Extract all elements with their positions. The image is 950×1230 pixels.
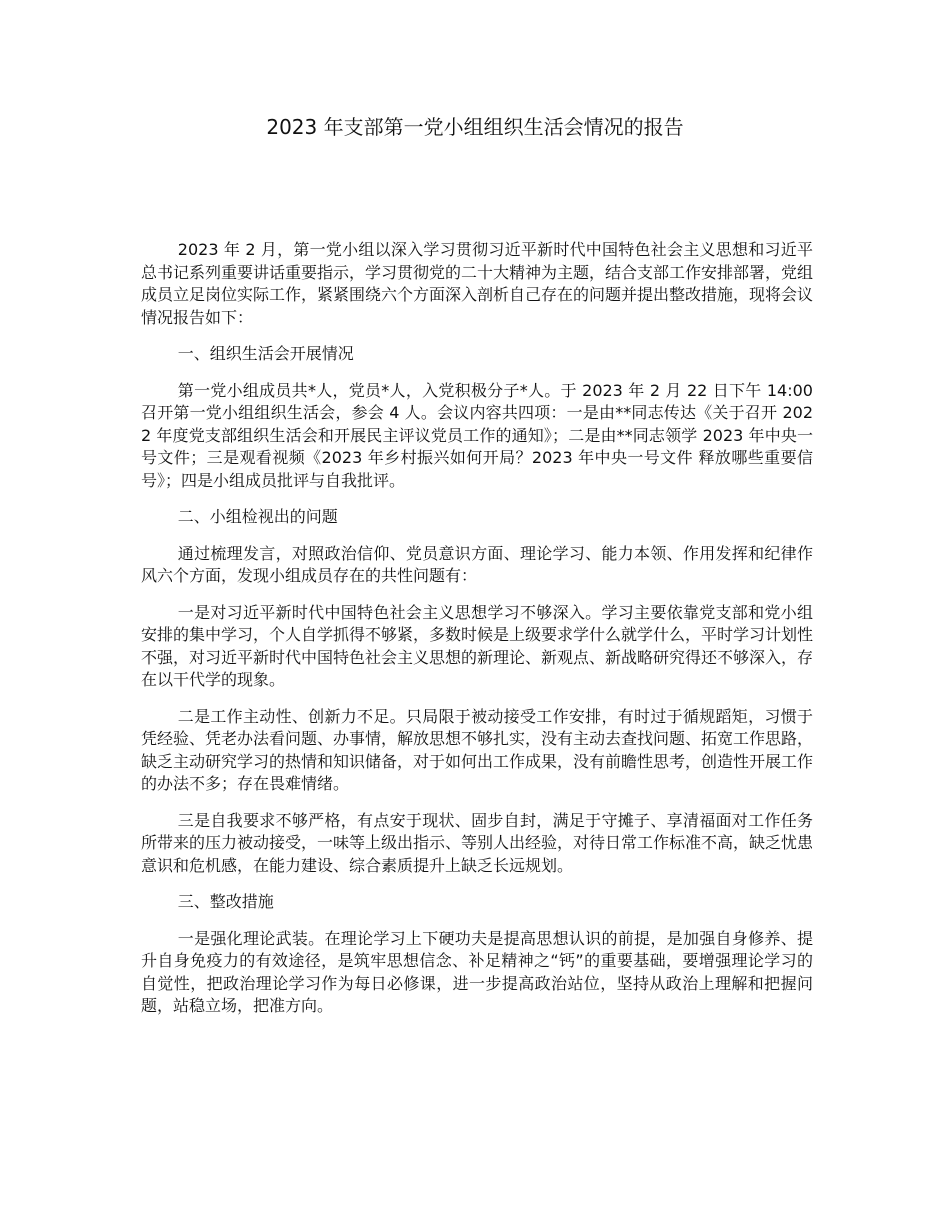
meeting-paragraph: 第一党小组成员共*人，党员*人，入党积极分子*人。于 2023 年 2 月 22 日下午 14:00 召开第一党小组组织生活会，参会 4 人。会议内容共四项：一是由**同志传达《关于召开 2022 年度党支部组织生活会和开展民主评议党员工作的通知》；二是由**同志领学 2023 年中央一号文件；三是观看视频《2023 年乡村振兴如何开局？2023 年中央一号文件 释放哪些重要信号》；四是小组成员批评与自我批评。 — [141, 380, 813, 490]
document-title: 2023 年支部第一党小组组织生活会情况的报告 — [266, 115, 684, 139]
document-body — [141, 239, 813, 1032]
problem-3-paragraph: 三是自我要求不够严格，有点安于现状、固步自封，满足于守摊子、享清福面对工作任务所带来的压力被动接受，一味等上级出指示、等别人出经验，对待日常工作标准不高，缺乏忧患意识和危机感，在能力建设、综合素质提升上缺乏长远规划。 — [141, 810, 814, 875]
problem-2-paragraph: 二是工作主动性、创新力不足。只局限于被动接受工作安排，有时过于循规蹈矩，习惯于凭经验、凭老办法看问题、办事情，解放思想不够扎实，没有主动去查找问题、拓宽工作思路，缺乏主动研究学习的热情和知识储备，对于如何出工作成果，没有前瞻性思考，创造性开展工作的办法不多；存在畏难情绪。 — [141, 706, 814, 793]
measure-1-paragraph: 一是强化理论武装。在理论学习上下硬功夫是提高思想认识的前提，是加强自身修养、提升自身免疫力的有效途径，是筑牢思想信念、补足精神之“钙”的重要基础，要增强理论学习的自觉性，把政治理论学习作为每日必修课，进一步提高政治站位，坚持从政治上理解和把握问题，站稳立场，把准方向。 — [141, 928, 813, 1015]
intro-paragraph: 2023 年 2 月，第一党小组以深入学习贯彻习近平新时代中国特色社会主义思想和习近平总书记系列重要讲话重要指示，学习贯彻党的二十大精神为主题，结合支部工作安排部署，党组成员立足岗位实际工作，紧紧围绕六个方面深入剖析自己存在的问题并提出整改措施，现将会议情况报告如下： — [141, 240, 814, 327]
problem-1-paragraph: 一是对习近平新时代中国特色社会主义思想学习不够深入。学习主要依靠党支部和党小组安排的集中学习，个人自学抓得不够紧，多数时候是上级要求学什么就学什么，平时学习计划性不强，对习近平新时代中国特色社会主义思想的新理论、新观点、新战略研究得还不够深入，存在以干代学的现象。 — [141, 602, 814, 689]
section-heading-problems: 二、小组检视出的问题 — [177, 507, 338, 526]
problems-intro-paragraph: 通过梳理发言，对照政治信仰、党员意识方面、理论学习、能力本领、作用发挥和纪律作风六个方面，发现小组成员存在的共性问题有： — [141, 543, 813, 585]
section-heading-measures: 三、整改措施 — [177, 892, 274, 911]
section-heading-meeting: 一、组织生活会开展情况 — [177, 344, 354, 363]
